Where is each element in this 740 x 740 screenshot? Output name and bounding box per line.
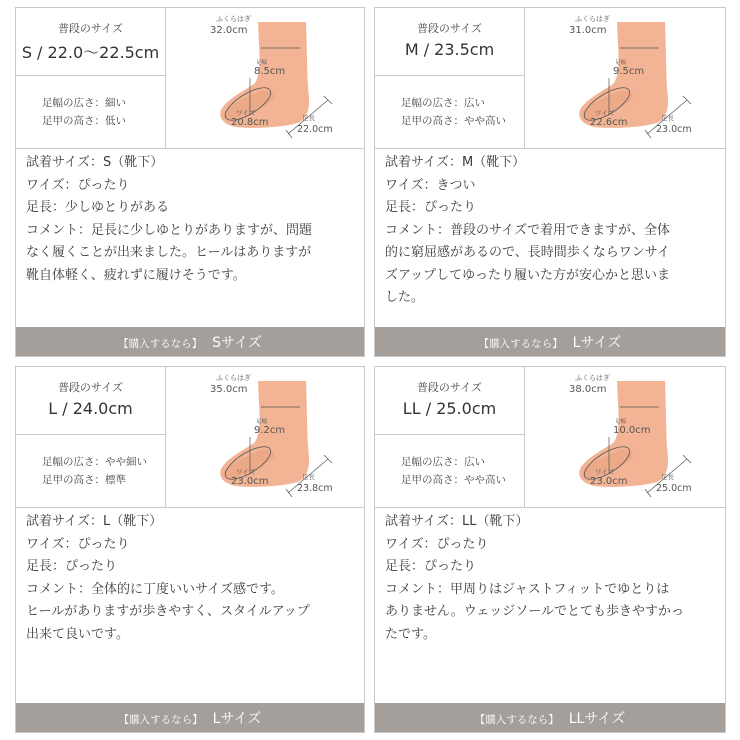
ankle-label: 足幅 xyxy=(615,60,627,66)
ankle-label: 足幅 xyxy=(256,419,268,425)
comment-line: 足長：ぴったり xyxy=(385,200,477,215)
foot-instep-text: 足甲の高さ：やや高い xyxy=(401,474,506,486)
foot-width-text: 足幅の広さ：広い xyxy=(401,97,485,109)
foot-measurement-diagram xyxy=(166,8,364,148)
purchase-recommendation-bar xyxy=(375,327,725,356)
comment-line: コメント：普段のサイズで着用できますが、全体 xyxy=(385,222,670,238)
ankle-value: 9.2cm xyxy=(254,425,286,436)
ankle-value: 8.5cm xyxy=(254,66,286,77)
wise-value: 20.8cm xyxy=(231,117,269,128)
foot-shape-box xyxy=(375,76,525,148)
foot-measurement-diagram xyxy=(166,367,364,507)
foot-instep-text: 足甲の高さ：低い xyxy=(42,115,126,127)
usual-size-label: 普段のサイズ xyxy=(416,381,483,394)
comment-line: たです。 xyxy=(385,626,436,642)
length-value: 25.0cm xyxy=(656,483,692,494)
wise-label: ワイズ xyxy=(595,468,615,476)
review-comment xyxy=(385,511,717,646)
comment-line: コメント：足長に少しゆとりがありますが、問題 xyxy=(26,222,313,238)
size-info-box xyxy=(16,8,364,149)
foot-shape-box xyxy=(16,435,166,507)
size-info-box xyxy=(375,8,725,149)
foot-width-text: 足幅の広さ：細い xyxy=(42,97,126,109)
comment-line: 試着サイズ：S（靴下） xyxy=(26,155,164,170)
foot-instep-text: 足甲の高さ：やや高い xyxy=(401,115,506,127)
foot-measurement-diagram xyxy=(525,367,723,507)
usual-size-box xyxy=(375,8,525,76)
comment-line: ワイズ：ぴったり xyxy=(26,177,130,193)
usual-size-value: LL / 25.0cm xyxy=(402,399,497,418)
foot-shape-box xyxy=(375,435,525,507)
wise-value: 22.6cm xyxy=(590,117,628,128)
comment-line: ありません。ウェッジソールでとても歩きやすかっ xyxy=(385,604,685,619)
foot-width-text: 足幅の広さ：やや細い xyxy=(42,456,147,468)
comment-line: 試着サイズ：M（靴下） xyxy=(385,155,526,170)
length-label: 足長 xyxy=(661,473,674,481)
purchase-recommendation-bar xyxy=(16,327,364,356)
purchase-recommendation-bar xyxy=(375,703,725,732)
wise-label: ワイズ xyxy=(595,109,615,117)
wise-value: 23.0cm xyxy=(231,476,269,487)
foot-instep-text: 足甲の高さ：標準 xyxy=(42,474,126,486)
calf-value: 32.0cm xyxy=(210,25,248,36)
usual-size-box xyxy=(16,367,166,435)
size-card xyxy=(15,366,365,733)
length-value: 23.0cm xyxy=(656,124,692,135)
purchase-recommendation-bar xyxy=(16,703,364,732)
comment-line: コメント：甲周りはジャストフィットでゆとりは xyxy=(385,581,670,597)
usual-size-label: 普段のサイズ xyxy=(57,381,124,394)
purchase-prefix: 【購入するなら】 xyxy=(118,714,203,726)
usual-size-box xyxy=(16,8,166,76)
length-label: 足長 xyxy=(302,114,315,122)
comment-line: ズアップしてゆったり履いた方が安心かと思いま xyxy=(385,267,670,283)
comment-line: 足長：ぴったり xyxy=(26,559,118,574)
purchase-prefix: 【購入するなら】 xyxy=(478,338,563,350)
calf-label: ふくらはぎ xyxy=(575,15,610,23)
length-label: 足長 xyxy=(661,114,674,122)
wise-label: ワイズ xyxy=(236,468,256,476)
foot-width-text: 足幅の広さ：広い xyxy=(401,456,485,468)
purchase-prefix: 【購入するなら】 xyxy=(118,338,203,350)
comment-line: ワイズ：ぴったり xyxy=(385,536,489,552)
calf-value: 31.0cm xyxy=(569,25,607,36)
review-comment xyxy=(26,511,356,646)
calf-label: ふくらはぎ xyxy=(216,15,251,23)
calf-value: 35.0cm xyxy=(210,384,248,395)
comment-line: ワイズ：ぴったり xyxy=(26,536,130,552)
ankle-label: 足幅 xyxy=(615,419,627,425)
comment-line: 足長：ぴったり xyxy=(385,559,477,574)
calf-label: ふくらはぎ xyxy=(575,374,610,382)
ankle-value: 9.5cm xyxy=(613,66,645,77)
comment-line: 出来て良いです。 xyxy=(26,626,129,642)
review-comment xyxy=(385,152,717,310)
ankle-value: 10.0cm xyxy=(613,425,651,436)
recommended-size: Lサイズ xyxy=(572,335,622,351)
wise-value: 23.0cm xyxy=(590,476,628,487)
comment-line: 試着サイズ：LL（靴下） xyxy=(385,514,529,529)
comment-line: 試着サイズ：L（靴下） xyxy=(26,514,163,529)
size-card xyxy=(374,7,726,357)
length-value: 23.8cm xyxy=(297,483,333,494)
foot-shape-box xyxy=(16,76,166,148)
comment-line: 的に窮屈感があるので、長時間歩くならワンサイ xyxy=(385,245,670,260)
calf-label: ふくらはぎ xyxy=(216,374,251,382)
wise-label: ワイズ xyxy=(236,109,256,117)
comment-line: 足長：少しゆとりがある xyxy=(26,200,170,215)
comment-line: した。 xyxy=(385,290,425,305)
usual-size-label: 普段のサイズ xyxy=(416,22,483,35)
comment-line: ワイズ：きつい xyxy=(385,177,476,193)
comment-line: なく履くことが出来ました。ヒールはありますが xyxy=(26,245,312,260)
size-card xyxy=(15,7,365,357)
usual-size-value: L / 24.0cm xyxy=(48,399,133,418)
usual-size-value: M / 23.5cm xyxy=(404,40,495,59)
foot-measurement-diagram xyxy=(525,8,723,148)
usual-size-box xyxy=(375,367,525,435)
recommended-size: Sサイズ xyxy=(212,335,262,351)
recommended-size: LLサイズ xyxy=(568,711,626,727)
calf-value: 38.0cm xyxy=(569,384,607,395)
comment-line: ヒールがありますが歩きやすく、スタイルアップ xyxy=(26,604,310,619)
size-info-box xyxy=(16,367,364,508)
usual-size-label: 普段のサイズ xyxy=(57,22,124,35)
size-card xyxy=(374,366,726,733)
purchase-prefix: 【購入するなら】 xyxy=(474,714,559,726)
recommended-size: Lサイズ xyxy=(212,711,262,727)
ankle-label: 足幅 xyxy=(256,60,268,66)
comment-line: コメント：全体的に丁度いいサイズ感です。 xyxy=(26,581,284,597)
size-info-box xyxy=(375,367,725,508)
usual-size-value: S / 22.0〜22.5cm xyxy=(21,43,160,62)
comment-line: 靴自体軽く、疲れずに履けそうです。 xyxy=(26,267,246,283)
review-comment xyxy=(26,152,356,287)
length-label: 足長 xyxy=(302,473,315,481)
length-value: 22.0cm xyxy=(297,124,333,135)
